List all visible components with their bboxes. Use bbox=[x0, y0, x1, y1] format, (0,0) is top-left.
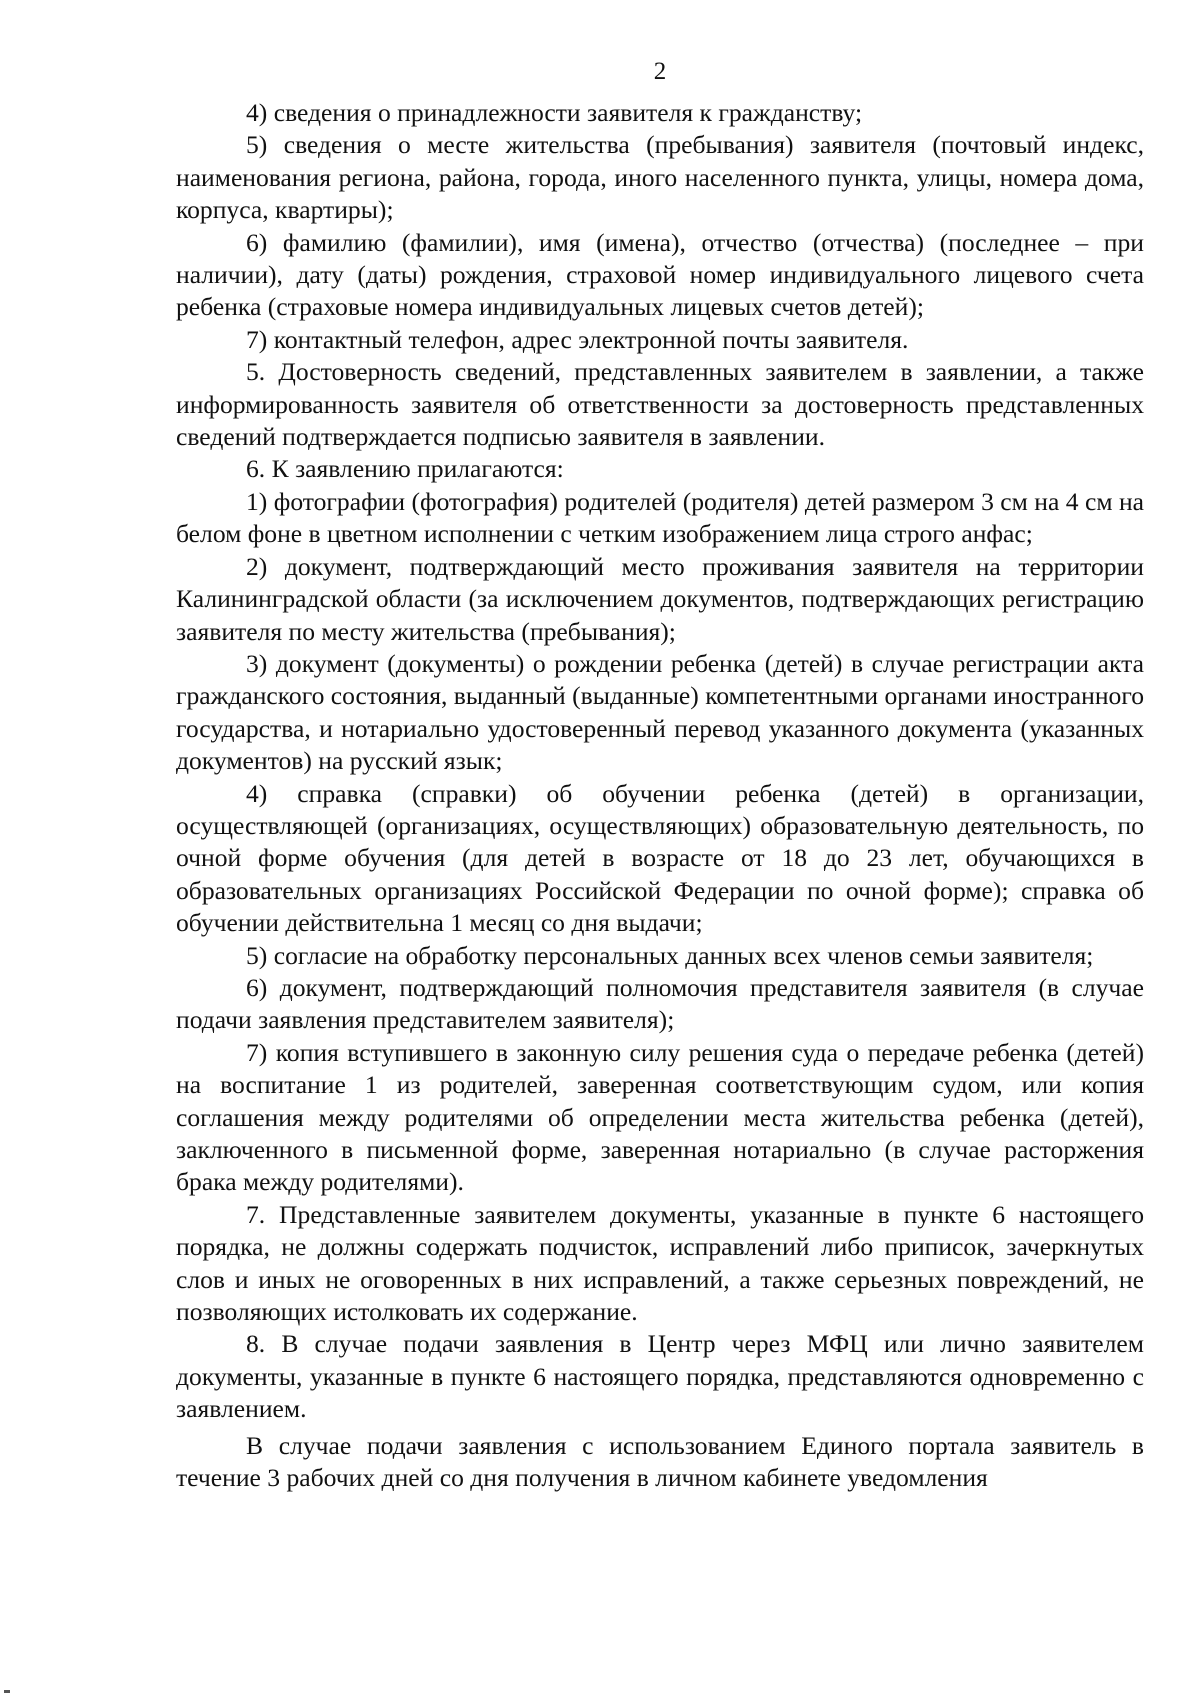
document-body bbox=[176, 97, 1144, 1494]
scan-mark bbox=[4, 1690, 10, 1693]
paragraph-item-7: 7) контактный телефон, адрес электронной почты заявителя. bbox=[246, 324, 909, 354]
paragraph-item-6: 6) фамилию (фамилии), имя (имена), отчество (отчества) (последнее – при наличии), дату (даты) рождения, страховой номер индивидуального лицевого счета ребенка (страховые номера индивидуальных лицевых счетов детей); bbox=[176, 227, 1144, 322]
paragraph-attachment-2: 2) документ, подтверждающий место проживания заявителя на территории Калининградской области (за исключением документов, подтверждающих регистрацию заявителя по месту жительства (пребывания); bbox=[176, 551, 1144, 646]
paragraph-attachment-1: 1) фотографии (фотография) родителей (родителя) детей размером 3 см на 4 см на белом фоне в цветном исполнении с четким изображением лица строго анфас; bbox=[176, 486, 1144, 549]
paragraph-attachment-6: 6) документ, подтверждающий полномочия представителя заявителя (в случае подачи заявления представителем заявителя); bbox=[176, 972, 1144, 1035]
paragraph-portal: В случае подачи заявления с использованием Единого портала заявитель в течение 3 рабочих дней со дня получения в личном кабинете уведомления bbox=[176, 1430, 1144, 1493]
paragraph-clause-5: 5. Достоверность сведений, представленных заявителем в заявлении, а также информированность заявителя об ответственности за достоверность представленных сведений подтверждается подписью заявителя в заявлении. bbox=[176, 357, 1144, 452]
paragraph-attachment-3: 3) документ (документы) о рождении ребенка (детей) в случае регистрации акта гражданского состояния, выданный (выданные) компетентными органами иностранного государства, и нотариально удостоверенный перевод указанного документа (указанных документов) на русский язык; bbox=[176, 648, 1145, 776]
paragraph-clause-7: 7. Представленные заявителем документы, указанные в пункте 6 настоящего порядка, не должны содержать подчисток, исправлений либо приписок, зачеркнутых слов и иных не оговоренных в них исправлений, а также серьезных повреждений, не позволяющих истолковать их содержание. bbox=[176, 1199, 1144, 1327]
paragraph-clause-6: 6. К заявлению прилагаются: bbox=[246, 454, 564, 484]
paragraph-attachment-7: 7) копия вступившего в законную силу решения суда о передаче ребенка (детей) на воспитание 1 из родителей, заверенная соответствующим судом, или копия соглашения между родителями об определении места жительства ребенка (детей), заключенного в письменной форме, заверенная нотариально (в случае расторжения брака между родителями). bbox=[176, 1037, 1144, 1197]
paragraph-item-4: 4) сведения о принадлежности заявителя к гражданству; bbox=[246, 98, 863, 127]
paragraph-attachment-5: 5) согласие на обработку персональных данных всех членов семьи заявителя; bbox=[246, 940, 1094, 970]
paragraph-clause-8: 8. В случае подачи заявления в Центр через МФЦ или лично заявителем документы, указанные в пункте 6 настоящего порядка, представляются одновременно с заявлением. bbox=[176, 1329, 1144, 1424]
page-number: 2 bbox=[653, 58, 667, 85]
paragraph-attachment-4: 4) справка (справки) об обучении ребенка (детей) в организации, осуществляющей (организациях, осуществляющих) образовательную деятельность, по очной форме обучения (для детей в возрасте от 18 до 23 лет, обучающихся в образовательных организациях Российской Федерации по очной форме); справка об обучении действительна 1 месяц со дня выдачи; bbox=[176, 778, 1144, 938]
paragraph-item-5: 5) сведения о месте жительства (пребывания) заявителя (почтовый индекс, наименования региона, района, города, иного населенного пункта, улицы, номера дома, корпуса, квартиры); bbox=[176, 130, 1144, 225]
